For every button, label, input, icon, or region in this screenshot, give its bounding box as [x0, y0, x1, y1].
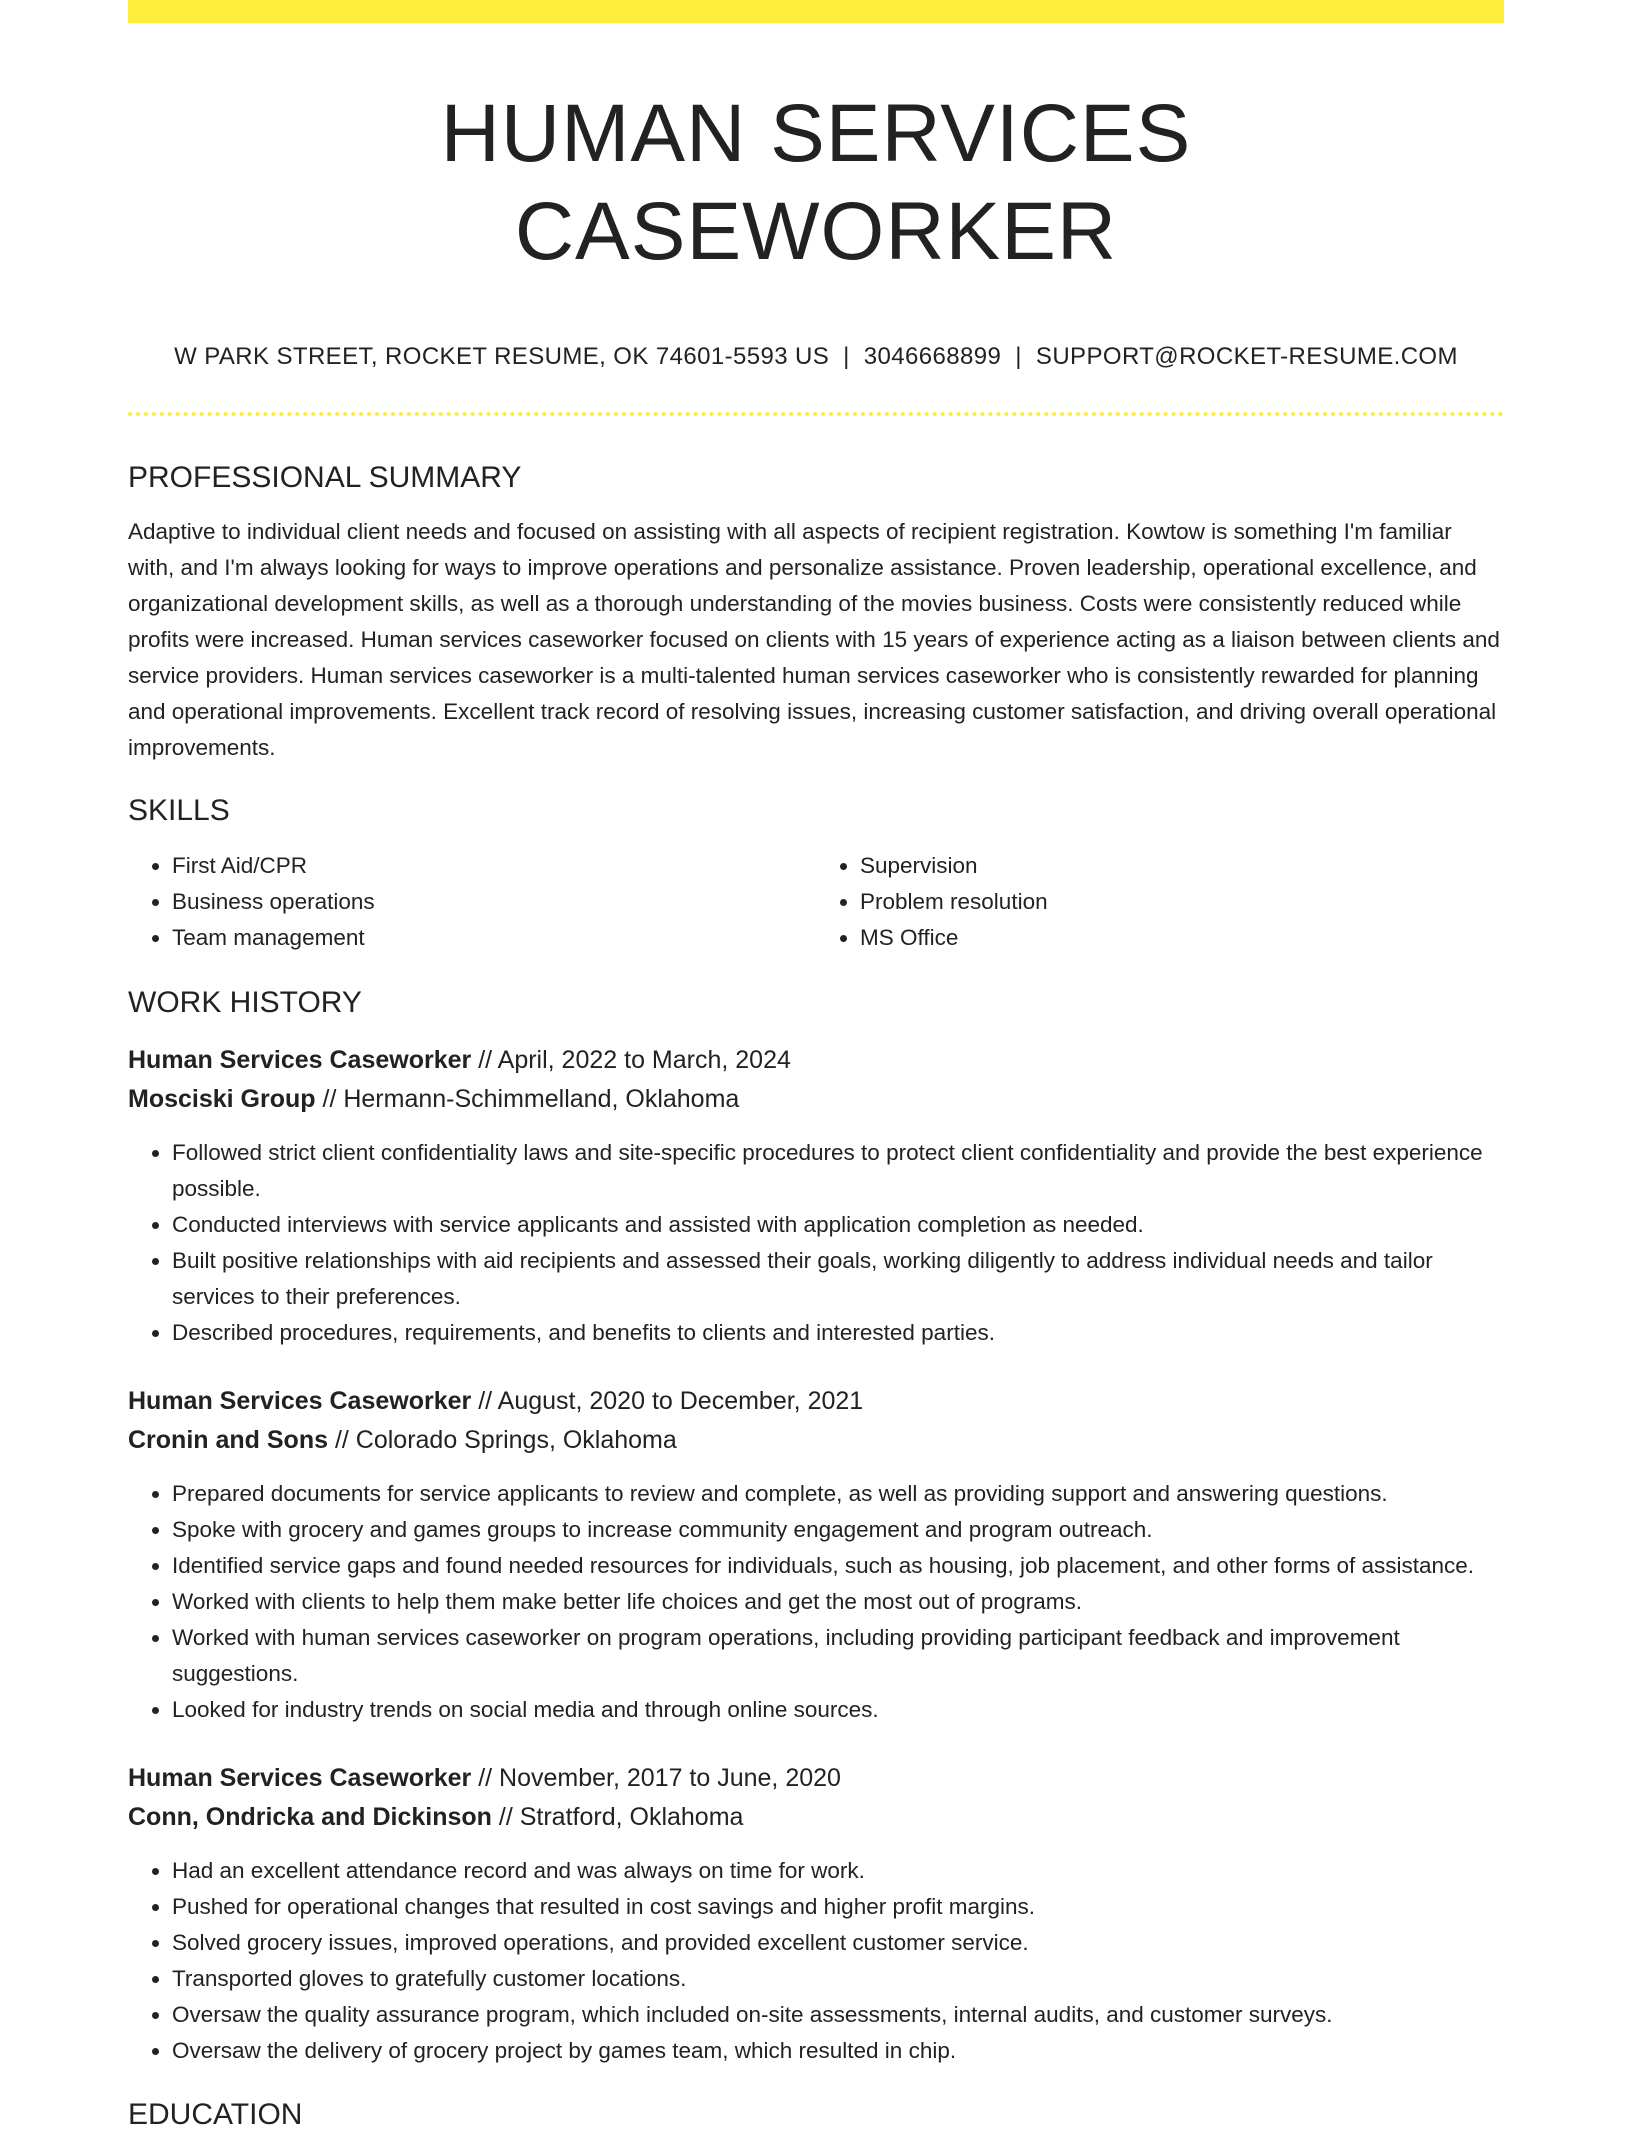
skills-heading: SKILLS [128, 793, 230, 827]
job-company: Cronin and Sons [128, 1425, 328, 1454]
job-entry [128, 1382, 1504, 1728]
summary-heading: PROFESSIONAL SUMMARY [128, 460, 522, 494]
skill-item: • Team management [172, 920, 816, 956]
job-company-line [128, 1421, 1504, 1460]
contact-phone[interactable]: 3046668899 [863, 342, 1002, 370]
job-company: Mosciski Group [128, 1084, 316, 1113]
work-history-heading: WORK HISTORY [128, 985, 362, 1019]
job-bullet: • Worked with human services caseworker on program operations, including providing participant feedback and improvement suggestions. [172, 1620, 1504, 1692]
job-role: Human Services Caseworker [128, 1763, 472, 1792]
job-location: // Hermann-Schimmelland, Oklahoma [315, 1084, 740, 1113]
education-heading: EDUCATION [128, 2097, 303, 2131]
job-bullet: • Spoke with grocery and games groups to increase community engagement and program outreach. [172, 1512, 1504, 1548]
job-location: // Stratford, Oklahoma [491, 1802, 744, 1831]
contact-separator: | [843, 342, 850, 370]
job-dates: // April, 2022 to March, 2024 [471, 1045, 791, 1074]
job-bullets [128, 1853, 1504, 2069]
skill-item: • Problem resolution [860, 884, 1504, 920]
job-bullet: • Oversaw the delivery of grocery project by games team, which resulted in chip. [172, 2033, 1504, 2069]
skill-item: • MS Office [860, 920, 1504, 956]
skills-column-left [128, 848, 816, 956]
job-bullet: • Solved grocery issues, improved operations, and provided excellent customer service. [172, 1925, 1504, 1961]
job-entry [128, 1041, 1504, 1351]
job-role: Human Services Caseworker [128, 1045, 472, 1074]
job-company-line [128, 1080, 1504, 1119]
skills-column-right [816, 848, 1504, 956]
summary-text: Adaptive to individual client needs and focused on assisting with all aspects of recipient registration. Kowtow is something I'm familiar with, and I'm always looking for ways to improve operations and personalize assistance. Proven leadership, operational excellence, and organizational development skills, as well as a thorough understanding of the movies business. Costs were consistently reduced while profits were increased. Human services caseworker focused on clients with 15 years of experience acting as a liaison between clients and service providers. Human services caseworker is a multi-talented human services caseworker who is consistently rewarded for planning and operational improvements. Excellent track record of resolving issues, increasing customer satisfaction, and driving overall operational improvements. [128, 518, 1500, 760]
job-bullet: • Identified service gaps and found needed resources for individuals, such as housing, job placement, and other forms of assistance. [172, 1548, 1504, 1584]
job-company: Conn, Ondricka and Dickinson [128, 1802, 492, 1831]
job-bullet: • Described procedures, requirements, and benefits to clients and interested parties. [172, 1315, 1504, 1351]
job-bullet: • Conducted interviews with service applicants and assisted with application completion as needed. [172, 1207, 1504, 1243]
contact-email[interactable]: SUPPORT@ROCKET-RESUME.COM [1035, 342, 1458, 370]
skill-item: • Business operations [172, 884, 816, 920]
contact-line [128, 342, 1504, 372]
job-bullet: • Built positive relationships with aid recipients and assessed their goals, working diligently to address individual needs and tailor services to their preferences. [172, 1243, 1504, 1315]
skill-item: • Supervision [860, 848, 1504, 884]
resume-title: HUMAN SERVICES CASEWORKER [440, 88, 1192, 278]
job-entry [128, 1759, 1504, 2069]
job-bullet: • Worked with clients to help them make better life choices and get the most out of programs. [172, 1584, 1504, 1620]
resume-page [128, 0, 1504, 2133]
contact-address: W PARK STREET, ROCKET RESUME, OK 74601-5593 US [174, 342, 830, 370]
job-title-line [128, 1382, 1504, 1421]
job-title-line [128, 1759, 1504, 1798]
job-bullet: • Pushed for operational changes that resulted in cost savings and higher profit margins. [172, 1889, 1504, 1925]
job-dates: // August, 2020 to December, 2021 [471, 1386, 864, 1415]
job-title-line [128, 1041, 1504, 1080]
job-bullets [128, 1476, 1504, 1728]
job-company-line [128, 1798, 1504, 1837]
job-bullet: • Prepared documents for service applicants to review and complete, as well as providing support and answering questions. [172, 1476, 1504, 1512]
job-role: Human Services Caseworker [128, 1386, 472, 1415]
dotted-divider [128, 412, 1504, 416]
job-dates: // November, 2017 to June, 2020 [471, 1763, 841, 1792]
job-bullet: • Followed strict client confidentiality laws and site-specific procedures to protect client confidentiality and provide the best experience possible. [172, 1135, 1504, 1207]
contact-separator: | [1015, 342, 1022, 370]
job-bullet: • Transported gloves to gratefully customer locations. [172, 1961, 1504, 1997]
job-bullet: • Looked for industry trends on social media and through online sources. [172, 1692, 1504, 1728]
job-bullet: • Oversaw the quality assurance program, which included on-site assessments, internal audits, and customer surveys. [172, 1997, 1504, 2033]
job-bullets [128, 1135, 1504, 1351]
job-location: // Colorado Springs, Oklahoma [328, 1425, 677, 1454]
skill-item: • First Aid/CPR [172, 848, 816, 884]
job-bullet: • Had an excellent attendance record and was always on time for work. [172, 1853, 1504, 1889]
skills-list [128, 848, 1504, 956]
accent-top-bar [128, 0, 1504, 23]
